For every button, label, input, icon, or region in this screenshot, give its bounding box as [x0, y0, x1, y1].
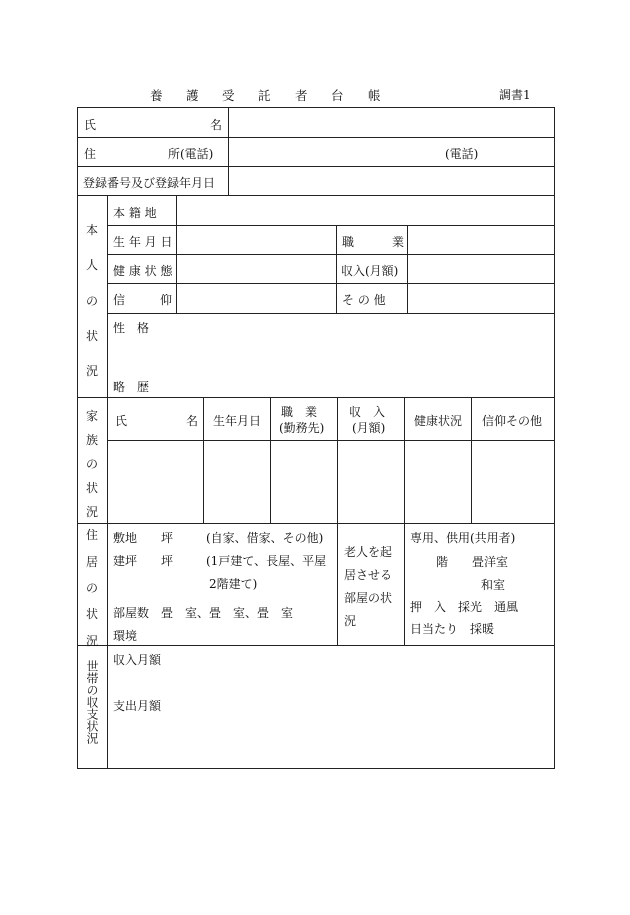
other-label: そ の 他	[342, 293, 386, 307]
room-sunlight: 日当たり 採暖	[410, 622, 495, 636]
building-options-2: 2階建て)	[209, 577, 258, 591]
japanese-room: 和室	[481, 578, 506, 592]
housing-side-2: 居	[86, 555, 99, 569]
elder-room-2: 居させる	[344, 568, 393, 582]
building-options: (1戸建て、長屋、平屋	[206, 554, 327, 568]
rooms-count: 部屋数 畳 室、畳 室、畳 室	[113, 606, 294, 620]
elder-room-4: 況	[344, 614, 357, 628]
elder-room-3: 部屋の状	[344, 591, 393, 605]
self-side-1: 本	[86, 223, 99, 237]
registration-label: 登録番号及び登録年月日	[83, 176, 216, 190]
room-usage: 専用、供用(共用者)	[410, 531, 516, 545]
domicile-label: 本 籍 地	[113, 206, 157, 220]
family-side-1: 家	[86, 409, 99, 423]
occupation-label-start: 職	[342, 235, 355, 249]
family-col-job-sub: (勤務先)	[279, 421, 325, 435]
address-phone: (電話)	[445, 147, 479, 161]
character-label: 性 格	[113, 321, 150, 335]
room-features: 押 入 採光 通風	[410, 600, 519, 614]
housing-side-3: の	[86, 581, 99, 595]
self-side-4: 状	[86, 329, 99, 343]
name-label-start: 氏	[84, 118, 97, 132]
family-col-name-end: 名	[186, 414, 199, 428]
household-side: 世帯の収支状況	[85, 660, 99, 744]
site-options: (自家、借家、その他)	[206, 531, 324, 545]
income-label: 収入(月額)	[341, 264, 399, 278]
household-income: 収入月額	[113, 653, 162, 667]
family-col-religion: 信仰その他	[482, 414, 543, 428]
birthdate-label: 生 年 月 日	[113, 235, 173, 249]
housing-side-1: 住	[86, 528, 99, 542]
family-side-2: 族	[86, 433, 99, 447]
elder-room-1: 老人を起	[344, 545, 393, 559]
family-side-5: 況	[86, 505, 99, 519]
family-side-3: の	[86, 457, 99, 471]
housing-side-4: 状	[86, 607, 99, 621]
self-side-3: の	[86, 294, 99, 308]
religion-label-start: 信	[113, 293, 126, 307]
history-label: 略 歴	[113, 380, 150, 394]
religion-label-end: 仰	[160, 293, 173, 307]
family-col-birth: 生年月日	[213, 414, 262, 428]
address-label-end: 所(電話)	[168, 147, 214, 161]
self-side-5: 況	[86, 364, 99, 378]
housing-side-5: 況	[86, 634, 99, 648]
household-expense: 支出月額	[113, 699, 162, 713]
self-side-2: 人	[86, 258, 99, 272]
environment-label: 環境	[113, 629, 138, 643]
occupation-label-end: 業	[392, 235, 405, 249]
room-floor: 階 畳洋室	[436, 555, 509, 569]
family-col-income: 収 入	[349, 405, 386, 419]
family-col-income-sub: (月額)	[352, 421, 386, 435]
document-id: 調書1	[499, 88, 531, 102]
family-col-health: 健康状況	[414, 414, 463, 428]
family-col-job: 職 業	[281, 405, 318, 419]
site-area: 敷地 坪	[113, 531, 174, 545]
name-label-end: 名	[210, 118, 223, 132]
family-col-name-start: 氏	[115, 414, 128, 428]
health-label: 健 康 状 態	[113, 264, 173, 278]
address-label-start: 住	[84, 147, 97, 161]
family-side-4: 状	[86, 481, 99, 495]
building-area: 建坪 坪	[113, 554, 174, 568]
